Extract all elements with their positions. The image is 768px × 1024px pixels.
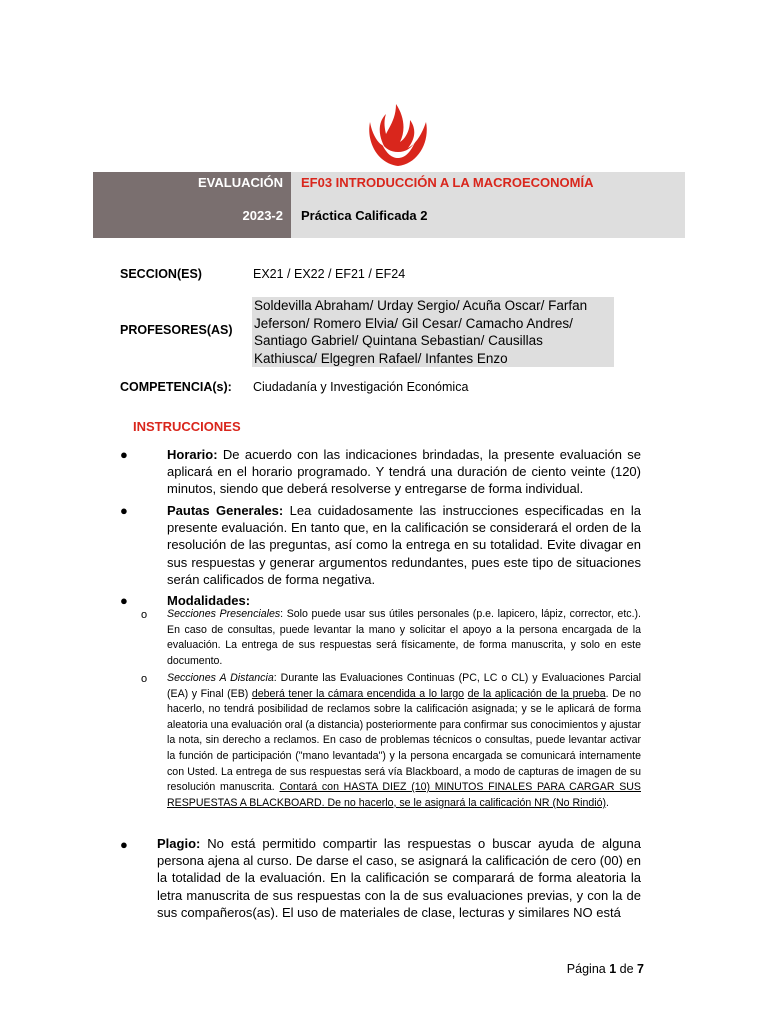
page-footer [567,962,644,976]
modalidades-label: Modalidades: [167,593,251,608]
distancia-underlined: de la aplicación de la prueba [467,687,606,700]
horario-label: Horario: [167,447,218,462]
de-label: de [619,962,634,976]
header-table [93,172,685,238]
presenciales-paragraph [167,607,641,669]
profesores-line: Soldevilla Abraham/ Urday Sergio/ Acuña Oscar/ Farfan [254,298,588,313]
distancia-underlined: Contará con HASTA DIEZ (10) MINUTOS FINALES PARA CARGAR SUS RESPUESTAS A BLACKBOARD. De no hacerlo, se le asignará la calificación NR (No Rindió) [167,781,641,809]
pautas-text: Lea cuidadosamente las instrucciones especificadas en la presente evaluación. En tanto que, en la calificación se considerará el orden de la resolución de las preguntas, así como la entrega en su totalidad. Evite divagar en sus respuestas y generar argumentos redundantes, pues este tipo de situaciones serán calificados de forma negativa. [167,503,641,587]
presenciales-label: Secciones Presenciales [167,608,281,620]
horario-paragraph [167,446,641,498]
plagio-label: Plagio: [157,836,201,851]
distancia-end: . [606,796,609,809]
sub-bullet: o [141,609,148,621]
header-values [291,172,685,238]
distancia-text: . De no hacerlo, no tendrá posibilidad de reclamos sobre la calificación asignada; y se le aplicará de forma aleatoria una evaluación oral (a distancia) posteriormente para confirmar sus conocimientos y ajustar la nota, sin derecho a reclamos. En caso de problemas técnicos o consultas, puede levantar activar la función de participación ("mano levantada") y la persona encargada se comunicará internamente con Usted. La entrega de sus respuestas será vía Blackboard, a modo de capturas de imagen de su resolución manuscrita. [167,687,642,794]
page-number: 1 [609,962,617,976]
secciones-label: SECCION(ES) [120,267,202,281]
distancia-text: : Durante las Evaluaciones Continuas (PC, LC o CL) y Evaluaciones Parcial (EA) y Final (EB) [167,672,641,700]
plagio-text: No está permitido compartir las respuestas o buscar ayuda de alguna persona ajena al curso. De darse el caso, se asignará la calificación de cero (00) en la totalidad de la evaluación. En la calificación se comparará de forma aleatoria la letra manuscrita de sus respuestas con la de sus evaluaciones previas, y con la de sus compañeros(as). El uso de materiales de clase, lecturas y similares NO está [157,836,641,920]
pautas-label: Pautas Generales: [167,503,284,518]
profesores-label: PROFESORES(AS) [120,323,233,337]
year-label: 2023-2 [242,208,283,223]
profesores-value [252,297,614,367]
sub-bullet: o [141,673,148,685]
presenciales-text: : Solo puede usar sus útiles personales (p.e. lapicero, lápiz, corrector, etc.). En caso de consultas, puede levantar la mano y solicitar el apoyo a la persona encargada de la evaluación. La entrega de sus respuestas será físicamente, de forma manuscrita, y solo en este documento. [167,608,641,667]
profesores-line: Jeferson/ Romero Elvia/ Gil Cesar/ Camacho Andres/ [254,315,573,331]
bullet: ● [120,593,128,608]
bullet: ● [120,837,128,852]
distancia-label: Secciones A Distancia [167,672,274,684]
horario-text: De acuerdo con las indicaciones brindadas, la presente evaluación se aplicará en el horario programado. Y tendrá una duración de ciento veinte (120) minutos, siendo que deberá resolverse y entregarse de forma individual. [167,447,641,497]
instrucciones-title: INSTRUCCIONES [133,419,241,434]
distancia-paragraph [167,671,641,811]
pagina-label: Página [566,962,606,976]
profesores-line: Kathiusca/ Elgegren Rafael/ Infantes Enzo [254,350,508,366]
distancia-underlined: deberá tener la cámara encendida a lo largo [251,687,465,700]
profesores-line: Santiago Gabriel/ Quintana Sebastian/ Causillas [254,333,543,348]
flame-logo [362,100,434,170]
eval-label: EVALUACIÓN [198,175,283,190]
eval-title: EF03 INTRODUCCIÓN A LA MACROECONOMÍA [301,175,594,190]
secciones-value: EX21 / EX22 / EF21 / EF24 [253,267,406,281]
bullet: ● [120,447,128,462]
plagio-paragraph [157,835,641,921]
bullet: ● [120,503,128,518]
competencia-value: Ciudadanía y Investigación Económica [253,380,469,394]
page-total: 7 [637,962,644,976]
competencia-label: COMPETENCIA(s): [120,380,232,394]
header-labels [93,172,291,238]
pautas-paragraph [167,502,641,588]
eval-subtitle: Práctica Calificada 2 [301,208,428,223]
